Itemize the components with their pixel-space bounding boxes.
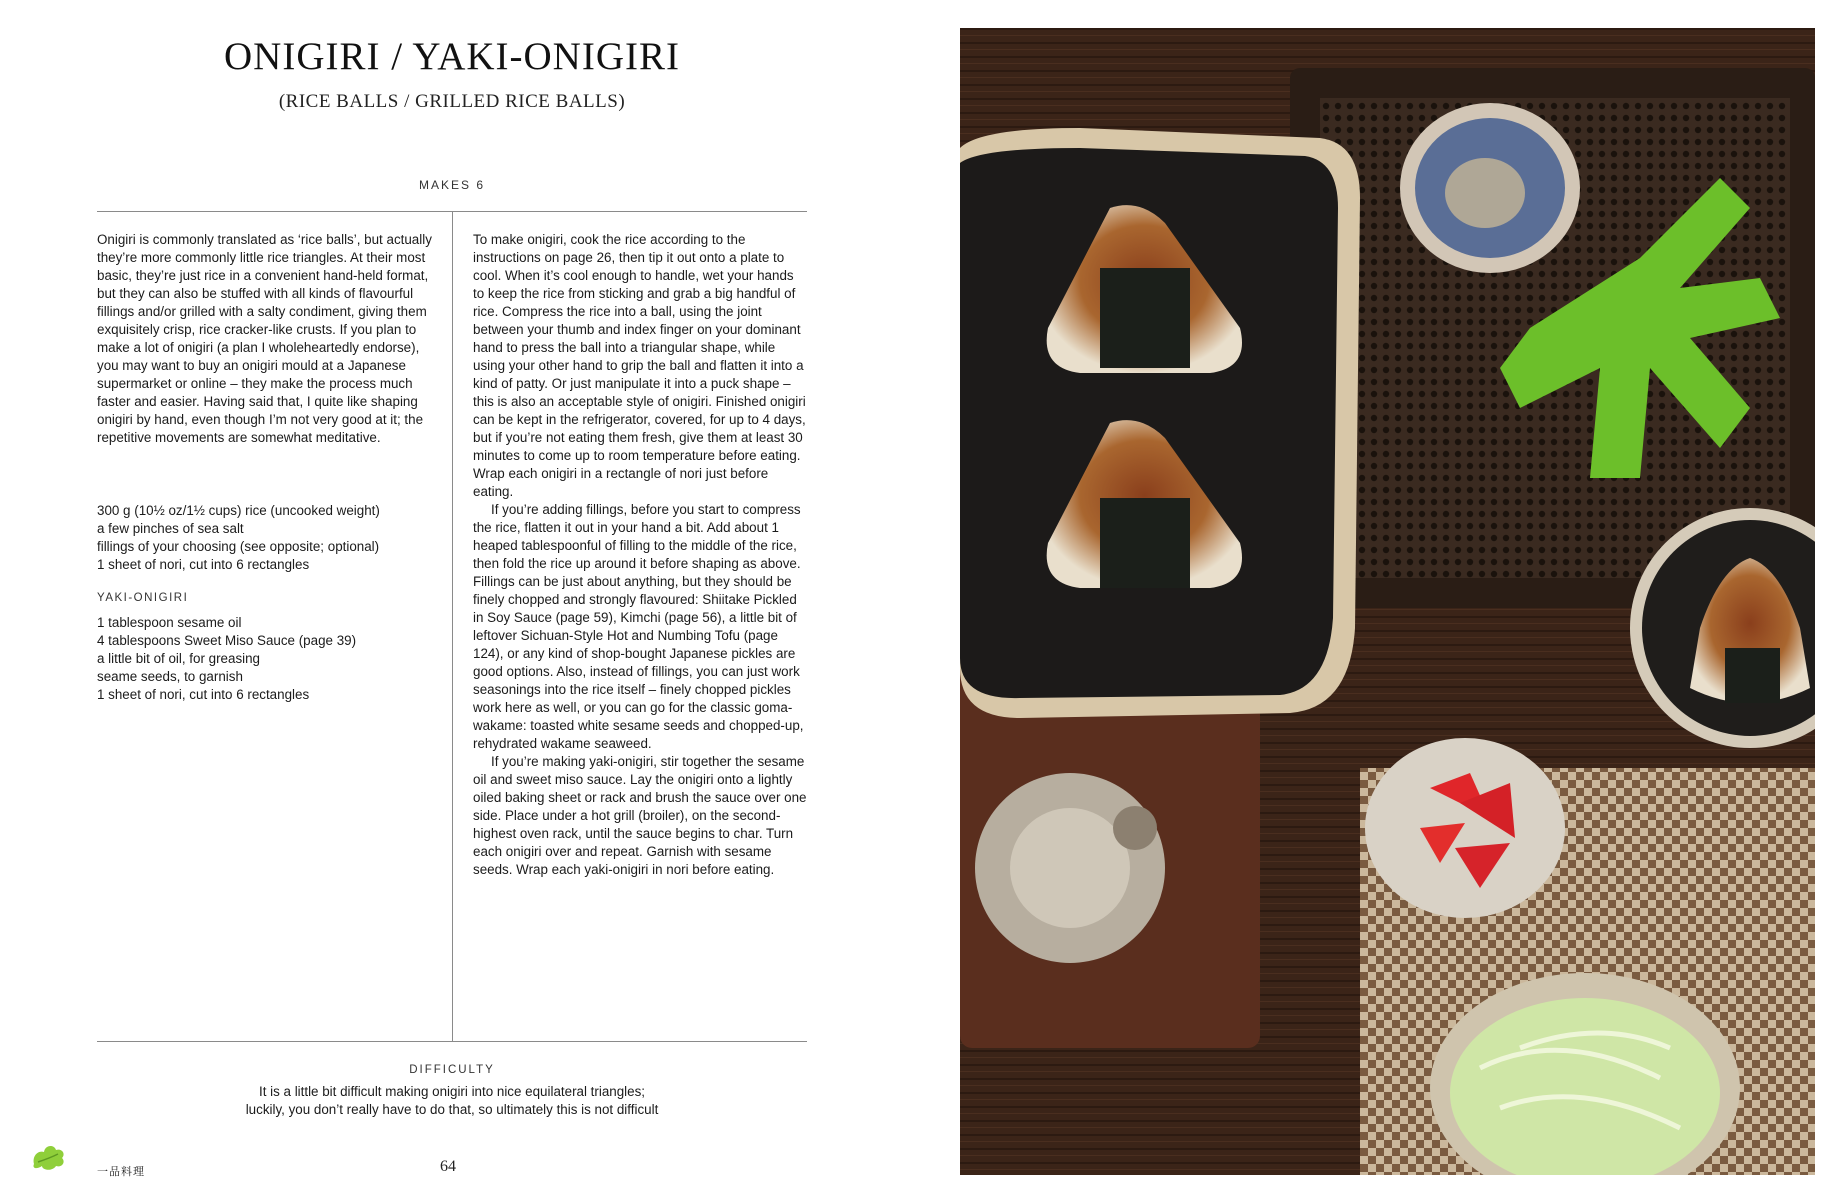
- ingredient-item: 300 g (10½ oz/1½ cups) rice (uncooked weight): [97, 503, 380, 518]
- page-number: 64: [440, 1158, 456, 1175]
- nori-wrap: [1725, 648, 1780, 703]
- method-paragraph: If you’re adding fillings, before you start to compress the rice, flatten it out in your hand a bit. Add about 1 heaped tablespoonful of filling to the middle of the rice, then fold the rice up around it before shaping as above. Fillings can be just about anything, but they should be finely chopped and strongly flavoured: Shiitake Pickled in Soy Sauce (page 59), Kimchi (page 56), a little bit of leftover Sichuan-Style Hot and Numbing Tofu (page 124), or any kind of shop-bought Japanese pickles are good options. Also, instead of fillings, you can just work seasonings into the rice itself – finely chopped pickles work here as well, or you can go for the classic goma-wakame: toasted white sesame seeds and chopped-up, rehydrated wakame seaweed.: [473, 502, 804, 751]
- column-divider: [452, 211, 453, 1041]
- difficulty-text: [97, 1083, 807, 1119]
- difficulty-label: DIFFICULTY: [409, 1064, 495, 1076]
- sesame-seeds: [1445, 158, 1525, 228]
- ingredient-item: 1 sheet of nori, cut into 6 rectangles: [97, 557, 310, 572]
- method-column: [473, 231, 807, 879]
- onigiri-photo-illustration: [960, 28, 1815, 1175]
- recipe-yield: MAKES 6: [418, 178, 486, 192]
- yaki-ingredient-list: [97, 614, 435, 704]
- pot-spout: [1113, 806, 1157, 850]
- nori-wrap: [1100, 268, 1190, 368]
- section-jp: 一品料理: [97, 1166, 145, 1178]
- pot-lid: [1010, 808, 1130, 928]
- food-photo: [960, 28, 1815, 1175]
- ingredient-item: a little bit of oil, for greasing: [97, 651, 261, 666]
- yaki-onigiri-heading: YAKI-ONIGIRI: [97, 592, 189, 604]
- recipe-subtitle: (RICE BALLS / GRILLED RICE BALLS): [278, 91, 626, 112]
- difficulty-line: luckily, you don’t really have to do that, so ultimately this is not difficult: [245, 1102, 659, 1117]
- intro-column: [97, 231, 435, 447]
- method-paragraph: To make onigiri, cook the rice according to the instructions on page 26, then tip it out onto a plate to cool. When it’s cool enough to handle, wet your hands to keep the rice from sticking and grab a big handful of rice. Compress the rice into a ball, using the joint between your thumb and index finger on your dominant hand to press the ball into a triangular shape, while using your other hand to grip the ball and flatten it into a kind of patty. Or just manipulate it into a puck shape – this is also an acceptable style of onigiri. Finished onigiri can be kept in the refrigerator, covered, for up to 4 days, but if you’re not eating them fresh, give them at least 30 minutes to come up to room temperature before eating. Wrap each onigiri in a rectangle of nori just before eating.: [473, 232, 806, 499]
- ingredient-item: seame seeds, to garnish: [97, 669, 243, 684]
- ingredient-list: [97, 502, 435, 574]
- method-paragraph: If you’re making yaki-onigiri, stir together the sesame oil and sweet miso sauce. Lay the onigiri onto a lightly oiled baking sheet or rack and brush the sauce over one side. Place under a hot grill (broiler), on the second-highest oven rack, until the sauce begins to char. Turn each onigiri over and repeat. Garnish with sesame seeds. Wrap each yaki-onigiri in nori before eating.: [473, 754, 807, 877]
- ingredient-item: 1 sheet of nori, cut into 6 rectangles: [97, 687, 310, 702]
- pickle-plate: [1365, 738, 1565, 918]
- ingredient-item: 1 tablespoon sesame oil: [97, 615, 242, 630]
- nori-wrap: [1100, 498, 1190, 588]
- ingredient-item: a few pinches of sea salt: [97, 521, 244, 536]
- difficulty-line: It is a little bit difficult making onigiri into nice equilateral triangles;: [258, 1084, 646, 1099]
- recipe-title: ONIGIRI / YAKI-ONIGIRI: [224, 35, 680, 78]
- leaf-logo-icon: [28, 1140, 70, 1174]
- ingredient-item: fillings of your choosing (see opposite; optional): [97, 539, 380, 554]
- intro-paragraph: Onigiri is commonly translated as ‘rice balls’, but actually they’re more commonly little rice triangles. At their most basic, they’re just rice in a convenient hand-held format, but they can also be stuffed with all kinds of flavourful fillings and/or grilled with a salty condiment, giving them exquisitely crisp, rice cracker-like crusts. If you plan to make a lot of onigiri (a plan I wholeheartedly endorse), you may want to buy an onigiri mould at a Japanese supermarket or online – they make the process much faster and easier. Having said that, I quite like shaping onigiri by hand, even though I’m not very good at it; the repetitive movements are somewhat meditative.: [97, 232, 432, 445]
- bottom-rule: [97, 1041, 807, 1042]
- ingredient-item: 4 tablespoons Sweet Miso Sauce (page 39): [97, 633, 357, 648]
